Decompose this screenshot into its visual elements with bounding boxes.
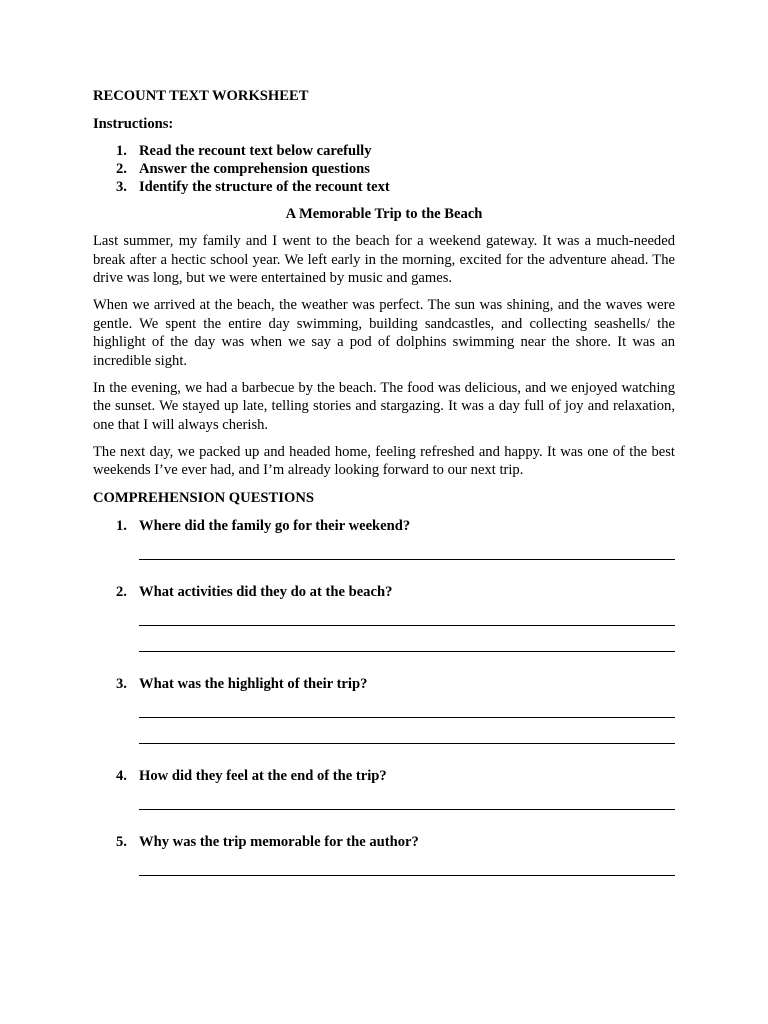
story-title: A Memorable Trip to the Beach: [285, 206, 483, 222]
instruction-text: Answer the comprehension questions: [139, 161, 370, 177]
answer-line[interactable]: [139, 602, 675, 626]
question-number: 3.: [116, 676, 127, 692]
answer-line[interactable]: [139, 536, 675, 560]
question: [93, 516, 675, 536]
instruction-number: 2.: [116, 161, 127, 177]
worksheet-content: [93, 86, 675, 898]
answer-line[interactable]: [139, 626, 675, 652]
question-text: Where did the family go for their weekend?: [139, 518, 411, 534]
question-number: 5.: [116, 834, 127, 850]
story-paragraph: Last summer, my family and I went to the beach for a weekend gateway. It was a much-needed break after a hectic school year. We left early in the morning, excited for the adventure ahead. The drive was long, but we were entertained by music and games.: [93, 233, 675, 286]
instructions-heading: Instructions:: [93, 116, 174, 132]
story-paragraph: In the evening, we had a barbecue by the beach. The food was delicious, and we enjoyed watching the sunset. We stayed up late, telling stories and stargazing. It was a day full of joy and relaxation, one that I will always cherish.: [93, 379, 675, 433]
answer-line[interactable]: [139, 786, 675, 810]
question-block: [93, 674, 675, 744]
answer-line[interactable]: [139, 694, 675, 718]
instruction-item: [93, 178, 675, 196]
question-number: 2.: [116, 584, 127, 600]
answer-line[interactable]: [139, 718, 675, 744]
question-text: How did they feel at the end of the trip?: [139, 768, 387, 784]
question-number: 1.: [116, 518, 127, 534]
question-block: [93, 832, 675, 876]
instruction-item: [93, 142, 675, 160]
answer-line[interactable]: [139, 852, 675, 876]
question: [93, 582, 675, 602]
question-text: What was the highlight of their trip?: [139, 676, 368, 692]
question: [93, 766, 675, 786]
question-block: [93, 516, 675, 560]
instruction-text: Read the recount text below carefully: [139, 143, 372, 159]
question: [93, 674, 675, 694]
worksheet-title: RECOUNT TEXT WORKSHEET: [93, 88, 309, 104]
story-paragraph: When we arrived at the beach, the weather was perfect. The sun was shining, and the waves were gentle. We spent the entire day swimming, building sandcastles, and collecting seashells/ the highlight of the day was when we say a pod of dolphins swimming near the shore. It was an incredible sight.: [93, 297, 675, 369]
question-block: [93, 766, 675, 810]
question-number: 4.: [116, 768, 127, 784]
instruction-number: 3.: [116, 179, 127, 195]
question-text: What activities did they do at the beach?: [139, 584, 393, 600]
question-block: [93, 582, 675, 652]
comprehension-heading: COMPREHENSION QUESTIONS: [93, 490, 314, 506]
instruction-number: 1.: [116, 143, 127, 159]
instruction-text: Identify the structure of the recount text: [139, 179, 390, 195]
instruction-item: [93, 160, 675, 178]
question: [93, 832, 675, 852]
story-paragraph: The next day, we packed up and headed home, feeling refreshed and happy. It was one of the best weekends I’ve ever had, and I’m already looking forward to our next trip.: [93, 443, 675, 478]
instructions-list: [93, 142, 675, 196]
question-text: Why was the trip memorable for the author?: [139, 834, 419, 850]
